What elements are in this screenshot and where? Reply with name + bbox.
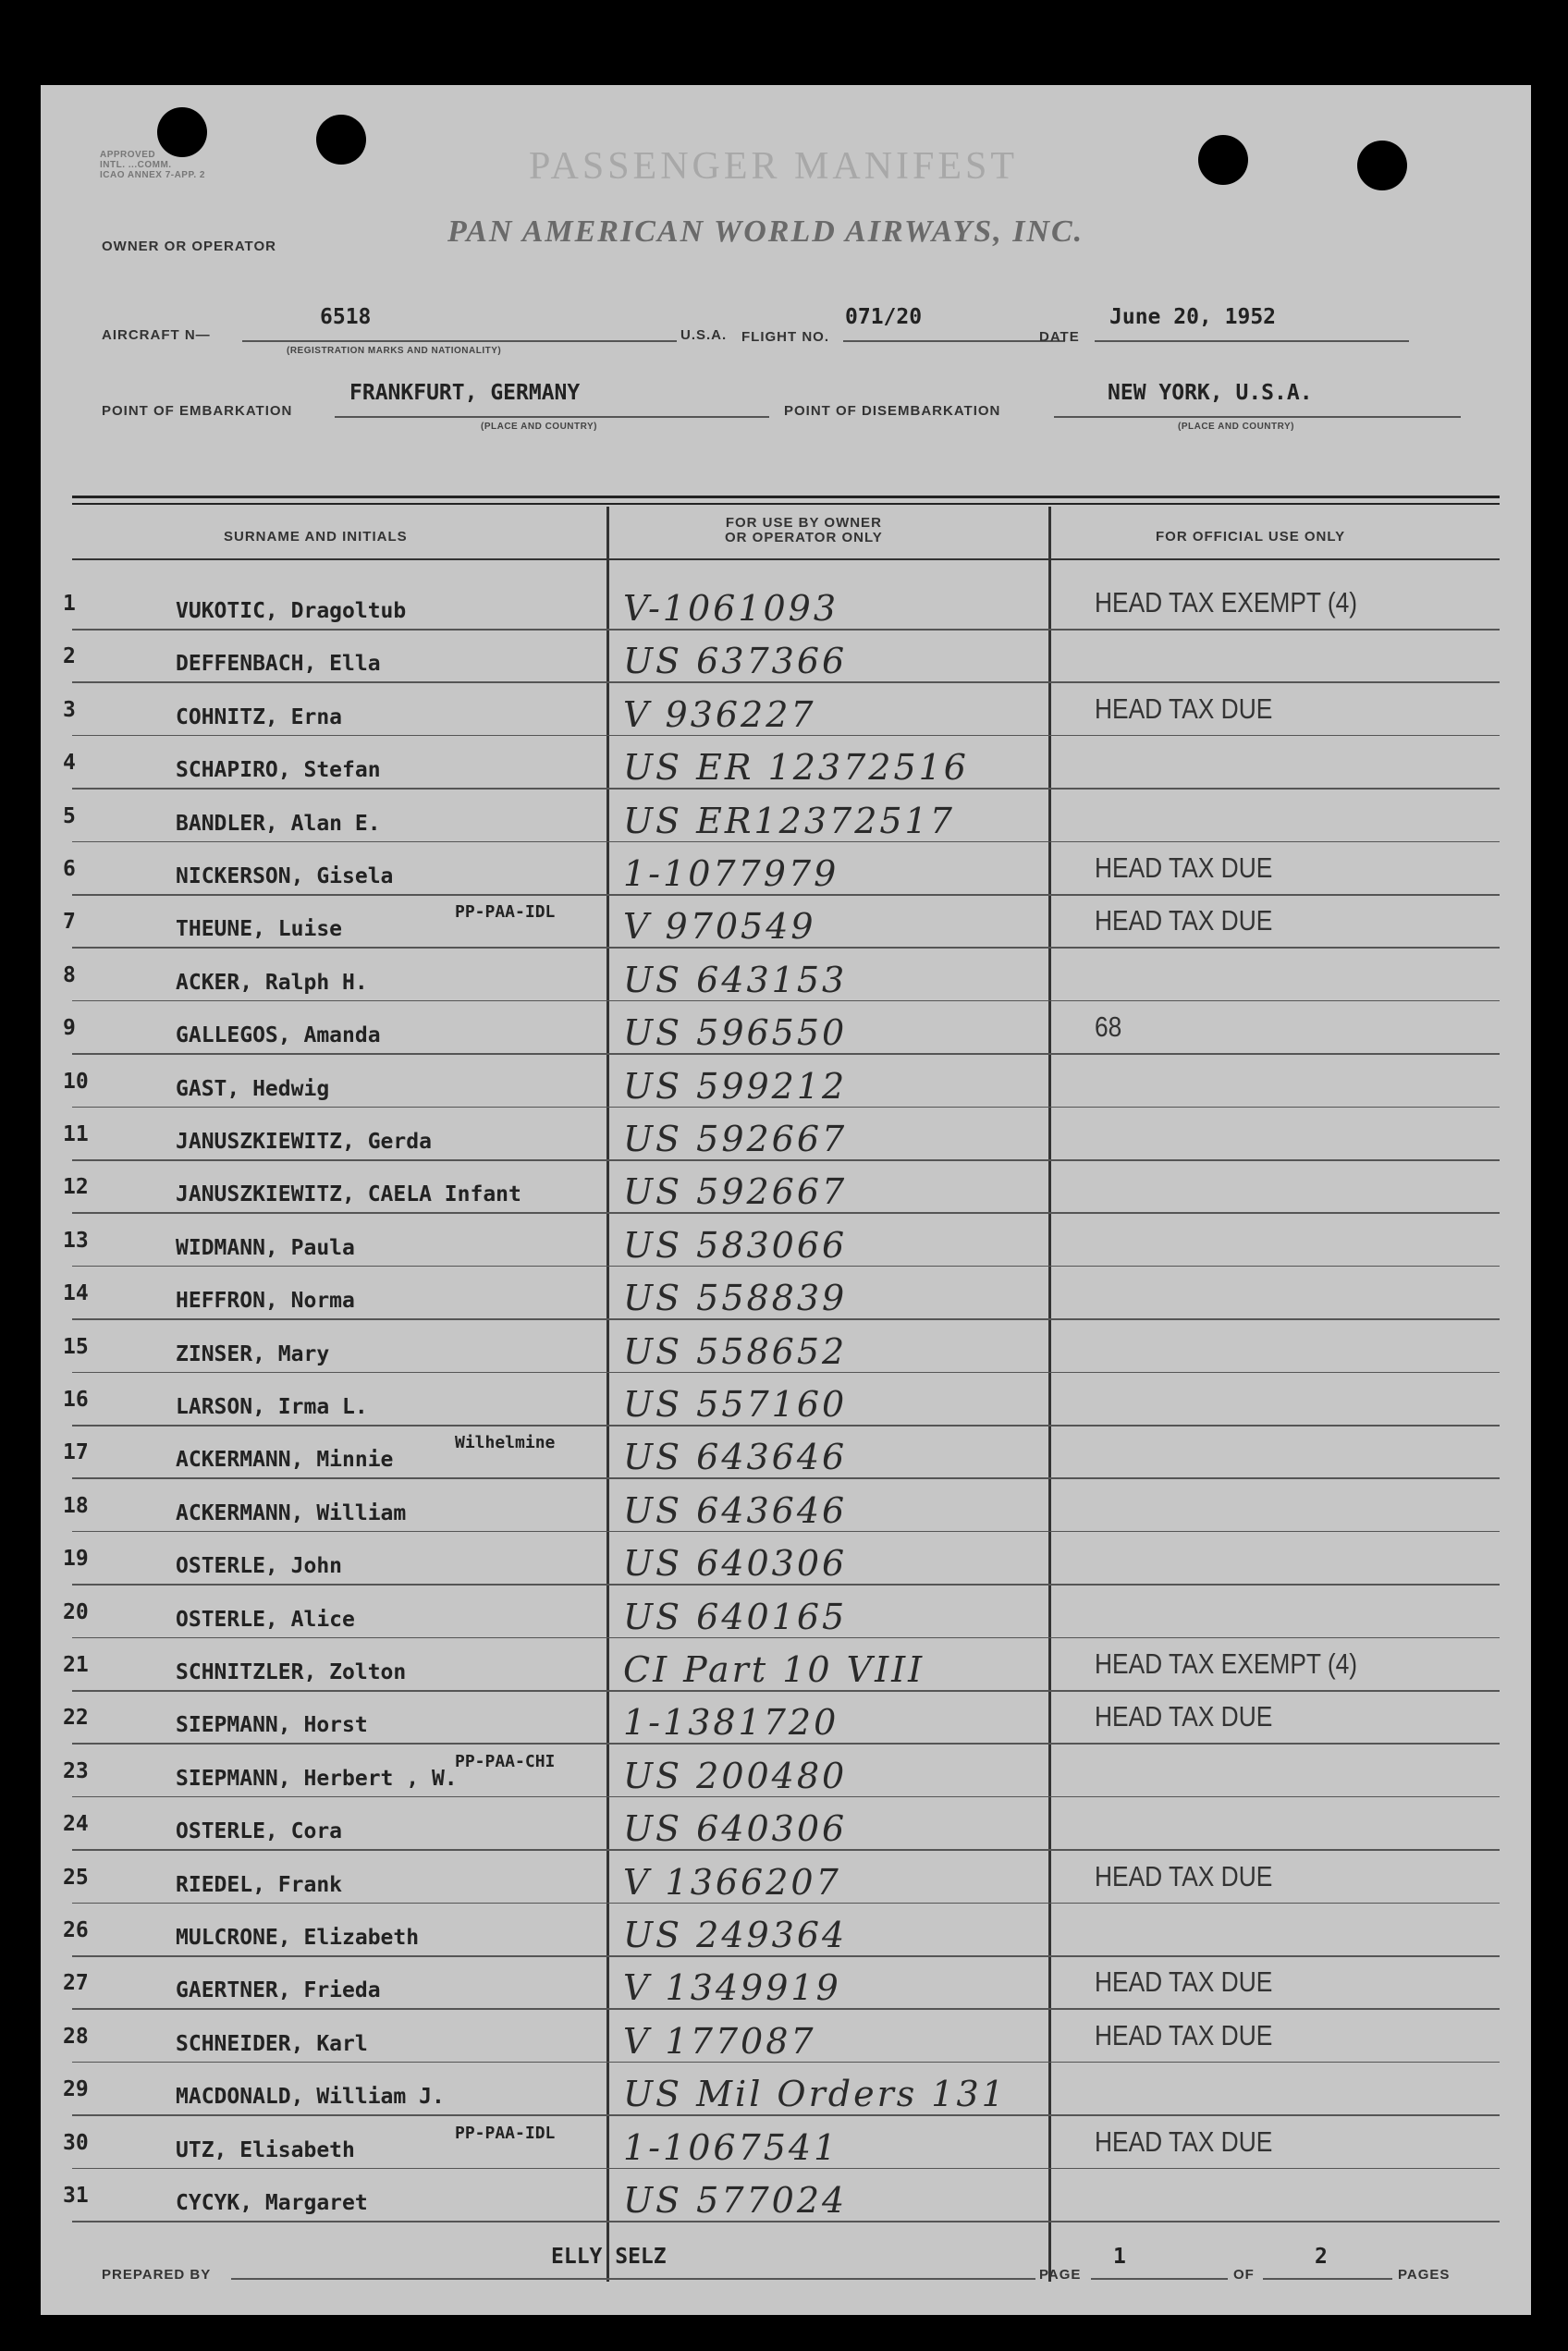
prepared-value: ELLY SELZ xyxy=(551,2245,667,2269)
row-number: 29 xyxy=(63,2077,89,2102)
passport-number: V-1061093 xyxy=(623,588,839,629)
table-row xyxy=(41,1488,1520,1540)
passenger-name: OSTERLE, Alice xyxy=(176,1607,355,1632)
date-value: June 20, 1952 xyxy=(1109,305,1277,329)
disembark-value: NEW YORK, U.S.A. xyxy=(1108,381,1313,405)
passenger-name: SIEPMANN, Herbert , W. xyxy=(176,1766,458,1791)
passenger-name: THEUNE, Luise xyxy=(176,917,343,942)
passport-number: V 1366207 xyxy=(623,1861,841,1903)
table-row xyxy=(41,1382,1520,1434)
table-row xyxy=(41,2019,1520,2071)
passport-number: US 640306 xyxy=(623,1543,848,1585)
passport-number: US 592667 xyxy=(623,1171,848,1213)
registration-caption: (REGISTRATION MARKS AND NATIONALITY) xyxy=(287,346,502,356)
row-number: 13 xyxy=(63,1228,89,1253)
page-title: PASSENGER MANIFEST xyxy=(529,145,1019,188)
of-value: 2 xyxy=(1315,2245,1328,2269)
row-number: 21 xyxy=(63,1653,89,1677)
passenger-name: RIEDEL, Frank xyxy=(176,1872,343,1897)
passport-number: V 970549 xyxy=(623,906,816,948)
row-number: 30 xyxy=(63,2130,89,2155)
embark-label: POINT OF EMBARKATION xyxy=(102,403,293,419)
table-row xyxy=(41,2125,1520,2177)
official-stamp: HEAD TAX DUE xyxy=(1095,1859,1273,1892)
flight-label: FLIGHT NO. xyxy=(741,329,829,345)
embark-value: FRANKFURT, GERMANY xyxy=(349,381,581,405)
official-stamp: 68 xyxy=(1095,1010,1122,1044)
passport-number: 1-1067541 xyxy=(623,2126,839,2168)
passenger-name: JANUSZKIEWITZ, Gerda xyxy=(176,1130,432,1154)
passenger-name: GAERTNER, Frieda xyxy=(176,1978,381,2003)
passenger-name: OSTERLE, Cora xyxy=(176,1819,343,1844)
passenger-name: SCHAPIRO, Stefan xyxy=(176,758,381,783)
table-row xyxy=(41,1117,1520,1169)
passenger-name: DEFFENBACH, Ella xyxy=(176,652,381,677)
company-name: PAN AMERICAN WORLD AIRWAYS, INC. xyxy=(447,214,1084,249)
row-number: 17 xyxy=(63,1440,89,1465)
official-stamp: HEAD TAX DUE xyxy=(1095,904,1273,937)
page-value: 1 xyxy=(1113,2245,1126,2269)
passport-number: V 1349919 xyxy=(623,1967,841,2009)
passport-number: 1-1381720 xyxy=(623,1702,839,1744)
row-number: 11 xyxy=(63,1122,89,1146)
passenger-name: JANUSZKIEWITZ, CAELA Infant xyxy=(176,1182,521,1207)
passenger-name: ACKER, Ralph H. xyxy=(176,970,368,995)
passport-number: US 558839 xyxy=(623,1278,848,1319)
col-owner-use: FOR USE BY OWNER OR OPERATOR ONLY xyxy=(725,515,883,545)
official-stamp: HEAD TAX DUE xyxy=(1095,2124,1273,2158)
passenger-name: GALLEGOS, Amanda xyxy=(176,1023,381,1048)
passenger-name: GAST, Hedwig xyxy=(176,1076,330,1101)
passenger-name: BANDLER, Alan E. xyxy=(176,811,381,836)
row-number: 8 xyxy=(63,962,76,987)
table-row xyxy=(41,904,1520,956)
passenger-name: WIDMANN, Paula xyxy=(176,1235,355,1260)
row-number: 24 xyxy=(63,1812,89,1837)
row-number: 2 xyxy=(63,644,76,669)
table-row xyxy=(41,851,1520,903)
flight-value: 071/20 xyxy=(845,305,923,329)
passport-number: US 557160 xyxy=(623,1384,848,1425)
manifest-sheet xyxy=(41,85,1531,2315)
row-number: 10 xyxy=(63,1069,89,1094)
table-row xyxy=(41,1276,1520,1328)
passenger-name: SIEPMANN, Horst xyxy=(176,1713,368,1738)
passenger-name: ZINSER, Mary xyxy=(176,1341,330,1366)
table-row xyxy=(41,2178,1520,2230)
passport-number: US 643153 xyxy=(623,959,848,1000)
passenger-name: LARSON, Irma L. xyxy=(176,1395,368,1419)
passport-number: V 936227 xyxy=(623,693,816,735)
row-number: 27 xyxy=(63,1971,89,1996)
passenger-name: OSTERLE, John xyxy=(176,1554,343,1579)
passport-number: V 177087 xyxy=(623,2020,816,2062)
passport-number: US 558652 xyxy=(623,1330,848,1372)
official-stamp: HEAD TAX DUE xyxy=(1095,1965,1273,1999)
row-number: 23 xyxy=(63,1758,89,1783)
row-note: PP-PAA-IDL xyxy=(455,902,556,923)
passport-number: US 637366 xyxy=(623,641,848,682)
passport-number: US 640306 xyxy=(623,1808,848,1850)
passenger-name: COHNITZ, Erna xyxy=(176,704,343,729)
table-row xyxy=(41,1913,1520,1965)
passenger-name: UTZ, Elisabeth xyxy=(176,2137,355,2162)
row-number: 22 xyxy=(63,1706,89,1731)
table-row xyxy=(41,1647,1520,1699)
passenger-name: SCHNEIDER, Karl xyxy=(176,2031,368,2056)
passport-number: US ER 12372516 xyxy=(623,747,969,789)
row-number: 7 xyxy=(63,910,76,935)
passport-number: US ER12372517 xyxy=(623,800,955,841)
passenger-name: SCHNITZLER, Zolton xyxy=(176,1660,407,1684)
passenger-name: ACKERMANN, Minnie xyxy=(176,1448,394,1473)
table-row xyxy=(41,1064,1520,1116)
passport-number: US 583066 xyxy=(623,1224,848,1266)
table-row xyxy=(41,1965,1520,2017)
row-number: 1 xyxy=(63,592,76,616)
row-number: 4 xyxy=(63,751,76,776)
passport-number: CI Part 10 VIII xyxy=(623,1649,925,1690)
table-row xyxy=(41,1700,1520,1752)
row-number: 20 xyxy=(63,1599,89,1624)
table-row xyxy=(41,586,1520,638)
disembark-label: POINT OF DISEMBARKATION xyxy=(784,403,1001,419)
punch-hole xyxy=(1357,141,1407,190)
passport-number: 1-1077979 xyxy=(623,853,839,894)
passenger-name: NICKERSON, Gisela xyxy=(176,864,394,888)
approved-note: APPROVED INTL. ...COMM. ICAO ANNEX 7-APP. 2 xyxy=(100,150,205,180)
passport-number: US 640165 xyxy=(623,1596,848,1637)
table-row xyxy=(41,1541,1520,1593)
table-row xyxy=(41,2072,1520,2124)
passenger-name: MULCRONE, Elizabeth xyxy=(176,1926,420,1950)
passport-number: US 596550 xyxy=(623,1012,848,1054)
punch-hole xyxy=(1198,135,1248,185)
passport-number: US 200480 xyxy=(623,1755,848,1796)
row-note: Wilhelmine xyxy=(455,1433,556,1453)
table-row xyxy=(41,1169,1520,1221)
of-label: OF xyxy=(1233,2267,1255,2283)
passport-number: US 599212 xyxy=(623,1065,848,1107)
place-caption: (PLACE AND COUNTRY) xyxy=(481,422,597,432)
passport-number: US 249364 xyxy=(623,1915,848,1955)
passenger-name: VUKOTIC, Dragoltub xyxy=(176,599,407,623)
table-row xyxy=(41,1860,1520,1912)
row-number: 26 xyxy=(63,1918,89,1942)
table-row xyxy=(41,1329,1520,1381)
row-note: PP-PAA-IDL xyxy=(455,2123,556,2143)
pages-label: PAGES xyxy=(1398,2267,1451,2283)
passport-number: US 592667 xyxy=(623,1119,848,1159)
aircraft-label: AIRCRAFT N— xyxy=(102,327,211,343)
row-number: 9 xyxy=(63,1016,76,1041)
usa-label: U.S.A. xyxy=(680,327,728,343)
row-number: 12 xyxy=(63,1175,89,1200)
table-row xyxy=(41,639,1520,691)
passenger-name: CYCYK, Margaret xyxy=(176,2191,368,2215)
prepared-label: PREPARED BY xyxy=(102,2267,212,2283)
row-number: 25 xyxy=(63,1865,89,1890)
passenger-name: HEFFRON, Norma xyxy=(176,1289,355,1314)
passport-number: US 643646 xyxy=(623,1489,848,1531)
table-row xyxy=(41,799,1520,851)
official-stamp: HEAD TAX EXEMPT (4) xyxy=(1095,1647,1358,1680)
table-row xyxy=(41,1595,1520,1647)
official-stamp: HEAD TAX DUE xyxy=(1095,2018,1273,2051)
date-label: DATE xyxy=(1039,329,1080,345)
table-row xyxy=(41,1435,1520,1487)
passport-number: US 643646 xyxy=(623,1437,848,1478)
row-number: 18 xyxy=(63,1493,89,1518)
row-note: PP-PAA-CHI xyxy=(455,1751,556,1771)
owner-label: OWNER OR OPERATOR xyxy=(102,239,276,254)
passenger-name: MACDONALD, William J. xyxy=(176,2085,445,2110)
row-number: 31 xyxy=(63,2184,89,2208)
row-number: 14 xyxy=(63,1281,89,1306)
table-row xyxy=(41,958,1520,1010)
row-number: 19 xyxy=(63,1547,89,1572)
table-row xyxy=(41,692,1520,744)
official-stamp: HEAD TAX DUE xyxy=(1095,1700,1273,1733)
row-number: 16 xyxy=(63,1388,89,1412)
row-number: 5 xyxy=(63,803,76,828)
table-row xyxy=(41,1223,1520,1275)
passport-number: US 577024 xyxy=(623,2180,848,2221)
page-label: PAGE xyxy=(1039,2267,1082,2283)
col-surname: SURNAME AND INITIALS xyxy=(224,529,408,545)
punch-hole xyxy=(316,115,366,165)
row-number: 28 xyxy=(63,2024,89,2049)
official-stamp: HEAD TAX DUE xyxy=(1095,692,1273,725)
place-caption-2: (PLACE AND COUNTRY) xyxy=(1178,422,1294,432)
aircraft-value: 6518 xyxy=(320,305,372,329)
row-number: 15 xyxy=(63,1334,89,1359)
passport-number: US Mil Orders 131 xyxy=(623,2074,1007,2115)
row-number: 6 xyxy=(63,857,76,881)
table-row xyxy=(41,745,1520,797)
official-stamp: HEAD TAX EXEMPT (4) xyxy=(1095,586,1358,618)
table-row xyxy=(41,1751,1520,1806)
official-stamp: HEAD TAX DUE xyxy=(1095,851,1273,884)
col-official-use: FOR OFFICIAL USE ONLY xyxy=(1156,529,1346,545)
table-row xyxy=(41,1806,1520,1858)
table-row xyxy=(41,1010,1520,1062)
row-number: 3 xyxy=(63,697,76,722)
passenger-name: ACKERMANN, William xyxy=(176,1500,407,1525)
